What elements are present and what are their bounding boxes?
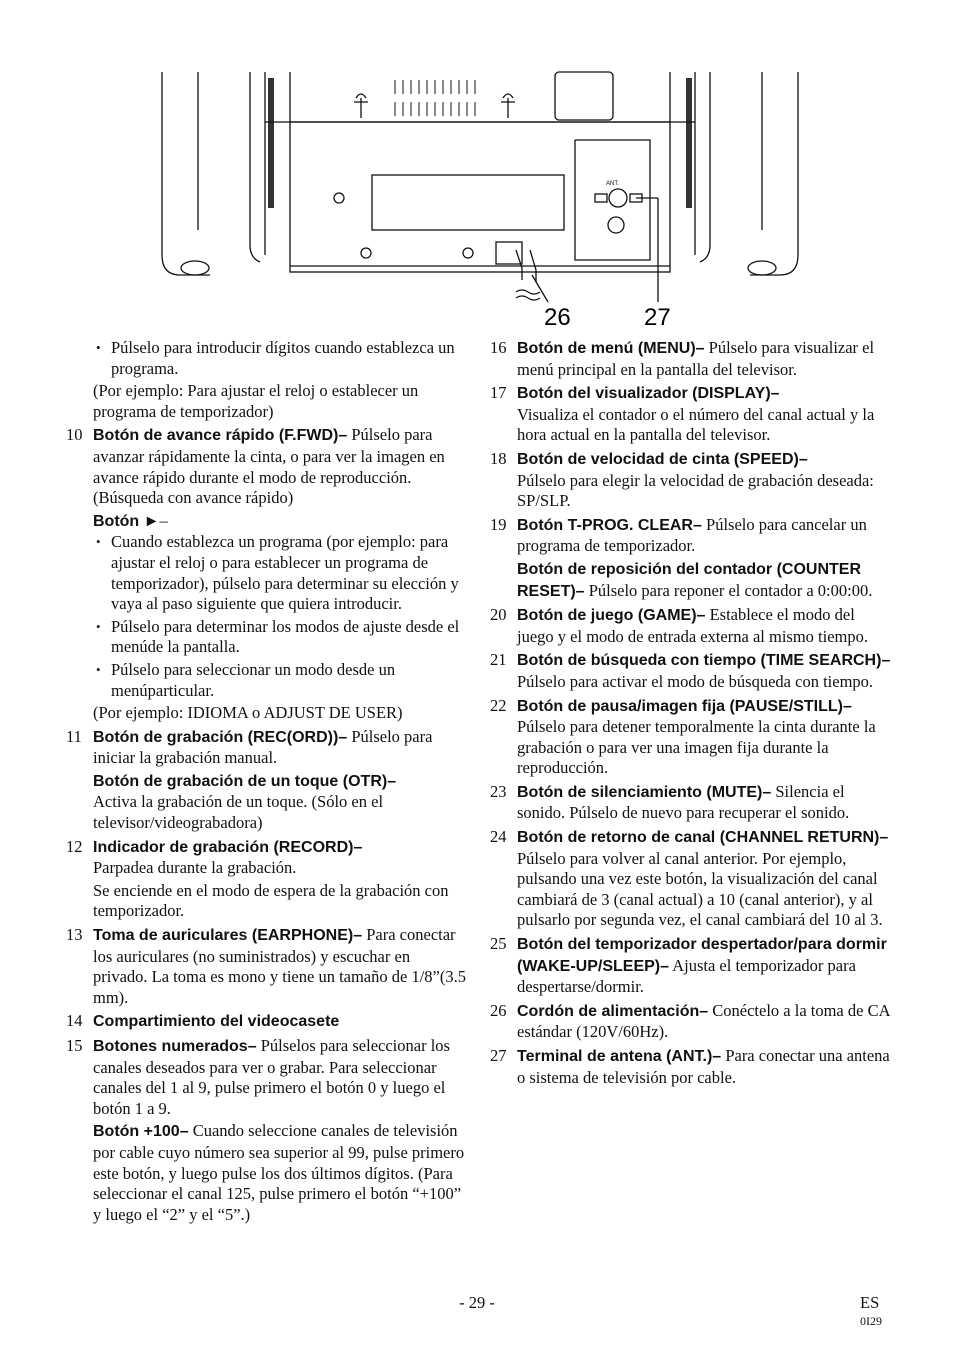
entry-18 xyxy=(490,449,894,512)
entry-11 xyxy=(66,727,466,834)
entry-label: Botón de juego (GAME)– xyxy=(517,607,706,625)
sub-dash: – xyxy=(159,510,168,530)
page-number: - 29 - xyxy=(459,1293,495,1312)
tv-rear-diagram xyxy=(150,70,810,340)
entry-text: Parpadea durante la grabación. xyxy=(93,858,297,878)
entry-number: 22 xyxy=(490,695,507,715)
entry-22 xyxy=(490,696,894,779)
entry-19 xyxy=(490,515,894,602)
document-code: 0I29 xyxy=(860,1314,882,1328)
list-item: • Púlselo para seleccionar un modo desde un menúparticular. xyxy=(93,660,466,701)
entry-number: 23 xyxy=(490,781,507,801)
entry-text: Púlselo para iniciar la grabación manual. xyxy=(93,726,433,768)
entry-number: 17 xyxy=(490,383,507,403)
sub-text: Cuando seleccione canales de televisión por cable cuyo número sea superior al 99, pulse primero este botón, y luego pulse los dos últimos dígitos. (Para seleccionar el canal 125, pulse primero el botón “+100” y luego el “2” y el “5”.) xyxy=(93,1121,465,1224)
entry-extra: Se enciende en el modo de espera de la grabación con temporizador. xyxy=(93,880,449,921)
entry-13 xyxy=(66,925,466,1008)
entry-label: Botón de pausa/imagen fija (PAUSE/STILL)– xyxy=(517,697,852,715)
entry-21 xyxy=(490,650,894,692)
entry-number: 21 xyxy=(490,650,507,670)
entry-text: Ajusta el temporizador para despertarse/dormir. xyxy=(517,955,856,997)
list-item: • Cuando establezca un programa (por ejemplo: para ajustar el reloj o para establecer un programa de temporizador), púlselo para determinar su elección y vaya al paso siguiente que quiera introducir. xyxy=(93,532,466,614)
entry-number: 25 xyxy=(490,934,507,954)
entry-text: Púlselo para activar el modo de búsqueda con tiempo. xyxy=(517,671,874,691)
entry-text: Establece el modo del juego y el modo de entrada externa al mismo tiempo. xyxy=(517,605,868,646)
entry-label: Botón de grabación (REC(ORD))– xyxy=(93,728,348,746)
entry-label: Botón T-PROG. CLEAR– xyxy=(517,516,702,534)
sub-label: Botón xyxy=(93,512,144,530)
sub-text: Activa la grabación de un toque. (Sólo en el televisor/videograbadora) xyxy=(93,792,384,833)
entry-number: 18 xyxy=(490,448,507,468)
entry-text: Púlselo para visualizar el menú principal en la pantalla del televisor. xyxy=(517,338,875,379)
entry-12 xyxy=(66,837,466,922)
entry-label: Terminal de antena (ANT.)– xyxy=(517,1048,722,1065)
entry-text: Para conectar una antena o sistema de televisión por cable. xyxy=(517,1046,890,1087)
play-icon: ► xyxy=(143,512,160,530)
entry-text: Para conectar los auriculares (no suministrados) y escuchar en privado. La toma es mono y tiene un tamaño de 1/8”(3.5 mm). xyxy=(93,925,466,1007)
entry-text: Púlselo para volver al canal anterior. Por ejemplo, pulsando una vez este botón, la visualización del canal cambiará de 3 (canal actual) a 10 (canal anterior), y al pulsarlo por segunda vez, el canal cambiará del 10 al 3. xyxy=(517,848,883,930)
entry-label: Botón de velocidad de cinta (SPEED)– xyxy=(517,450,808,468)
entry-text: Púlselo para detener temporalmente la cinta durante la grabación o para ver una imagen fija durante la reproducción. xyxy=(517,717,876,778)
entry-15 xyxy=(66,1036,466,1225)
entry-14 xyxy=(66,1011,466,1033)
entry-label: Botón de menú (MENU)– xyxy=(517,340,705,357)
language-code: ES xyxy=(860,1293,880,1312)
entry-label: Botón de avance rápido (F.FWD)– xyxy=(93,427,348,445)
entry-label: Toma de auriculares (EARPHONE)– xyxy=(93,927,363,945)
ant-panel-label: ANT. xyxy=(606,181,620,187)
list-item: • Púlselo para determinar los modos de ajuste desde el menúde la pantalla. xyxy=(93,617,466,658)
entry-text: Púlselo para elegir la velocidad de grabación deseada: SP/SLP. xyxy=(517,470,874,511)
example-note: (Por ejemplo: IDIOMA o ADJUST DE USER) xyxy=(93,703,403,723)
entry-17 xyxy=(490,383,894,446)
entry-label: Botón de silenciamiento (MUTE)– xyxy=(517,783,772,801)
sub-text: Púlselo para reponer el contador a 0:00:00. xyxy=(584,580,873,600)
callout-27: 27 xyxy=(644,304,671,331)
entry-24 xyxy=(490,827,894,931)
entry-text: Púlselo para cancelar un programa de temporizador. xyxy=(517,514,867,556)
sub-label: Botón de grabación de un toque (OTR)– xyxy=(93,772,397,790)
right-column xyxy=(490,338,894,1091)
entry-text: Púlselos para seleccionar los canales deseados para ver o grabar. Para seleccionar canales del 1 al 9, pulse primero el botón 0 y luego el botón 1 a 9. xyxy=(93,1036,450,1118)
entry-number: 24 xyxy=(490,827,507,847)
entry-label: Botones numerados– xyxy=(93,1038,257,1055)
entry-label: Cordón de alimentación– xyxy=(517,1002,709,1020)
entry-25 xyxy=(490,934,894,998)
entry-23 xyxy=(490,782,894,824)
entry-number: 19 xyxy=(490,514,507,534)
entry-label: Indicador de grabación (RECORD)– xyxy=(93,838,363,856)
entry-number: 11 xyxy=(66,726,82,746)
sub-label: Botón de reposición del contador (COUNTER RESET)– xyxy=(517,560,862,600)
entry-27 xyxy=(490,1046,894,1088)
example-note: (Por ejemplo: Para ajustar el reloj o establecer un programa de temporizador) xyxy=(93,381,419,421)
entry-20 xyxy=(490,605,894,647)
entry-number: 20 xyxy=(490,605,507,625)
entry-number: 15 xyxy=(66,1036,83,1055)
list-item: • Púlselo para introducir dígitos cuando establezca un programa. xyxy=(93,338,466,379)
entry-number: 26 xyxy=(490,1000,507,1020)
entry-number: 12 xyxy=(66,836,83,856)
entry-16 xyxy=(490,338,894,380)
entry-text: Púlselo para avanzar rápidamente la cinta, o para ver la imagen en avance rápido durante el modo de reproducción. (Búsqueda con avance rápido) xyxy=(93,425,445,508)
entry-number: 13 xyxy=(66,925,83,945)
entry-text: Silencia el sonido. Púlselo de nuevo para recuperar el sonido. xyxy=(517,781,850,823)
entry-text: Conéctelo a la toma de CA estándar (120V/60Hz). xyxy=(517,1000,890,1042)
entry-number: 16 xyxy=(490,338,507,357)
entry-label: Botón de búsqueda con tiempo (TIME SEARCH)– xyxy=(517,652,891,670)
entry-label: Compartimiento del videocasete xyxy=(93,1013,340,1031)
entry-label: Botón de retorno de canal (CHANNEL RETURN)– xyxy=(517,829,889,847)
entry-number: 10 xyxy=(66,425,83,445)
callout-26: 26 xyxy=(544,304,571,331)
entry-text: Visualiza el contador o el número del canal actual y la hora actual en la pantalla del televisor. xyxy=(517,404,875,445)
entry-26 xyxy=(490,1001,894,1043)
entry-number: 14 xyxy=(66,1011,83,1031)
sub-label: Botón +100– xyxy=(93,1123,189,1141)
entry-number: 27 xyxy=(490,1046,507,1065)
left-column xyxy=(66,338,466,1228)
entry-label: Botón del temporizador despertador/para dormir (WAKE-UP/SLEEP)– xyxy=(517,936,887,975)
entry-10 xyxy=(66,425,466,723)
entry-label: Botón del visualizador (DISPLAY)– xyxy=(517,385,780,403)
